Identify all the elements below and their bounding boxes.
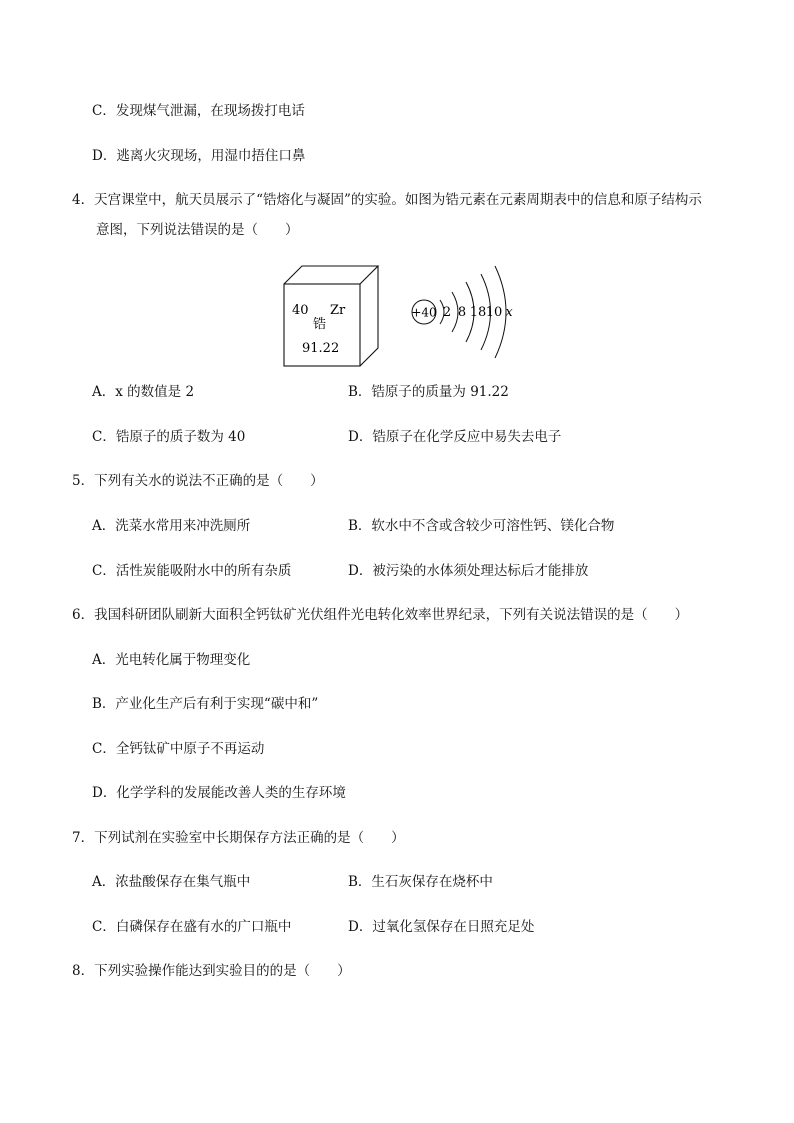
element-name: 锆 — [313, 317, 327, 332]
q4-option-a: A．x 的数值是 2 — [92, 384, 195, 400]
q3-option-d: D．逃离火灾现场，用湿巾捂住口鼻 — [92, 148, 306, 164]
q4-option-b: B．锆原子的质量为 91.22 — [348, 384, 509, 400]
q4-stem-line2: 意图，下列说法错误的是（ ） — [96, 222, 299, 238]
atom-nucleus: +40 — [411, 305, 437, 320]
q6-option-a: A．光电转化属于物理变化 — [92, 652, 251, 668]
q6-stem: 6．我国科研团队刷新大面积全钙钛矿光伏组件光电转化效率世界纪录，下列有关说法错误的是（ ） — [72, 607, 689, 623]
q3-option-c: C．发现煤气泄漏，在现场拨打电话 — [92, 103, 305, 119]
shell-2-electrons: 8 — [457, 305, 467, 320]
q6-option-b: B．产业化生产后有利于实现“碳中和” — [92, 696, 319, 712]
q5-option-a: A．洗菜水常用来冲洗厕所 — [92, 518, 251, 534]
q5-option-d: D．被污染的水体须处理达标后才能排放 — [348, 563, 589, 579]
q7-option-c: C．白磷保存在盛有水的广口瓶中 — [92, 919, 292, 935]
atom-structure — [411, 266, 513, 358]
q6-option-d: D．化学学科的发展能改善人类的生存环境 — [92, 785, 346, 801]
shell-5-electrons: x — [505, 305, 513, 320]
q4-option-d: D．锆原子在化学反应中易失去电子 — [348, 429, 562, 445]
q5-stem: 5．下列有关水的说法不正确的是（ ） — [72, 473, 324, 489]
zirconium-figure — [282, 262, 522, 372]
q7-option-d: D．过氧化氢保存在日照充足处 — [348, 919, 535, 935]
q7-stem: 7．下列试剂在实验室中长期保存方法正确的是（ ） — [72, 830, 405, 846]
q7-option-a: A．浓盐酸保存在集气瓶中 — [92, 874, 251, 890]
q4-stem-line1: 4．天宫课堂中，航天员展示了“锆熔化与凝固”的实验。如图为锆元素在元素周期表中的信息和原子结构示 — [72, 192, 702, 208]
element-atomic-number: 40 — [292, 303, 309, 318]
q5-option-c: C．活性炭能吸附水中的所有杂质 — [92, 563, 292, 579]
q6-option-c: C．全钙钛矿中原子不再运动 — [92, 741, 265, 757]
shell-3-electrons: 18 — [469, 305, 487, 320]
q8-stem: 8．下列实验操作能达到实验目的的是（ ） — [72, 963, 351, 979]
q5-option-b: B．软水中不含或含较少可溶性钙、镁化合物 — [348, 518, 615, 534]
shell-1-electrons: 2 — [442, 305, 452, 320]
q4-option-c: C．锆原子的质子数为 40 — [92, 429, 246, 445]
shell-4-electrons: 10 — [485, 305, 503, 320]
element-symbol: Zr — [330, 303, 346, 318]
q7-option-b: B．生石灰保存在烧杯中 — [348, 874, 493, 890]
element-atomic-mass: 91.22 — [302, 341, 340, 356]
